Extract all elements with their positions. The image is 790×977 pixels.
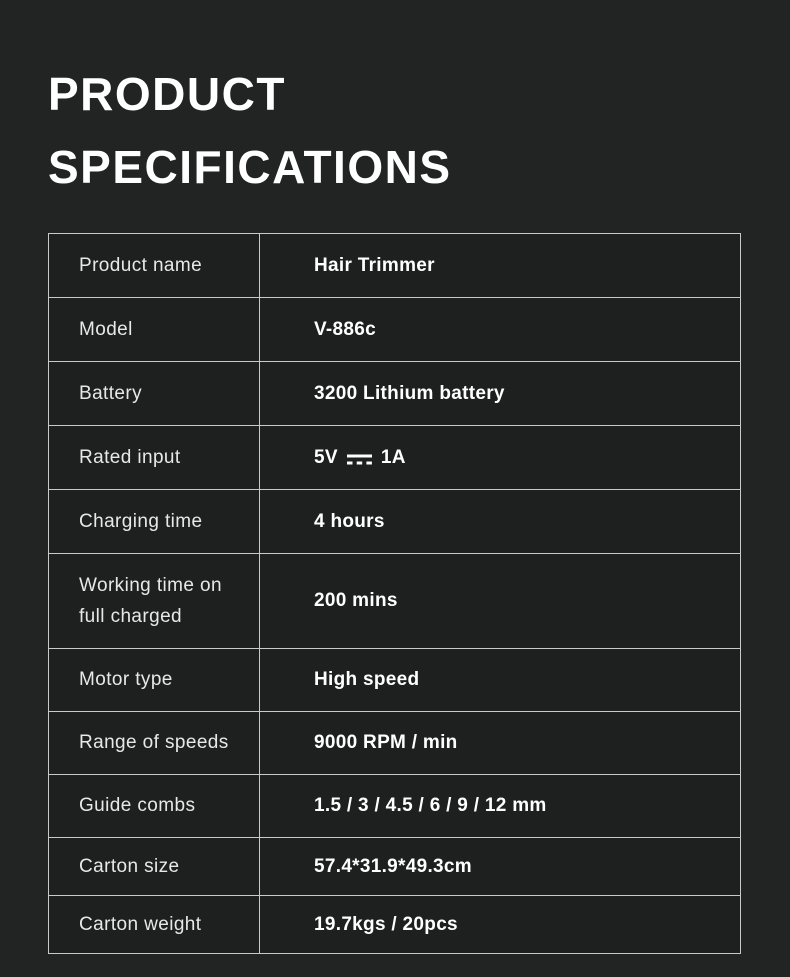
spec-row <box>49 837 740 895</box>
spec-value: 57.4*31.9*49.3cm <box>314 855 472 877</box>
spec-table <box>48 233 741 954</box>
rated-input-voltage: 5V <box>314 446 338 468</box>
dc-current-icon <box>346 453 373 466</box>
page-title-line-1: PRODUCT <box>48 68 286 120</box>
spec-row <box>49 774 740 837</box>
spec-value <box>260 426 740 489</box>
spec-label: Charging time <box>49 490 260 553</box>
spec-value: 200 mins <box>314 590 398 611</box>
spec-label: Guide combs <box>49 775 260 837</box>
spec-value: V-886c <box>314 318 377 340</box>
spec-row <box>49 553 740 648</box>
spec-label: Range of speeds <box>49 712 260 774</box>
spec-row <box>49 297 740 361</box>
spec-row <box>49 489 740 553</box>
spec-label: Rated input <box>49 426 260 489</box>
rated-input-amperage: 1A <box>380 446 406 468</box>
spec-label: Working time on full charged <box>49 554 260 648</box>
spec-row <box>49 361 740 425</box>
spec-value: 9000 RPM / min <box>314 732 458 753</box>
spec-row <box>49 234 740 297</box>
spec-value: 3200 Lithium battery <box>314 382 505 404</box>
spec-label: Motor type <box>49 649 260 711</box>
spec-label: Carton size <box>49 838 260 895</box>
spec-row <box>49 648 740 711</box>
page-title <box>48 58 452 204</box>
page-title-line-2: SPECIFICATIONS <box>48 141 452 193</box>
spec-value: 1.5 / 3 / 4.5 / 6 / 9 / 12 mm <box>314 795 547 816</box>
spec-label: Carton weight <box>49 896 260 953</box>
spec-row <box>49 425 740 489</box>
spec-row <box>49 711 740 774</box>
spec-value: High speed <box>314 669 420 690</box>
spec-row <box>49 895 740 953</box>
spec-value: 4 hours <box>314 510 385 532</box>
spec-value: 19.7kgs / 20pcs <box>314 913 458 935</box>
spec-label: Model <box>49 298 260 361</box>
spec-label: Product name <box>49 234 260 297</box>
spec-label: Battery <box>49 362 260 425</box>
spec-value: Hair Trimmer <box>314 254 435 276</box>
